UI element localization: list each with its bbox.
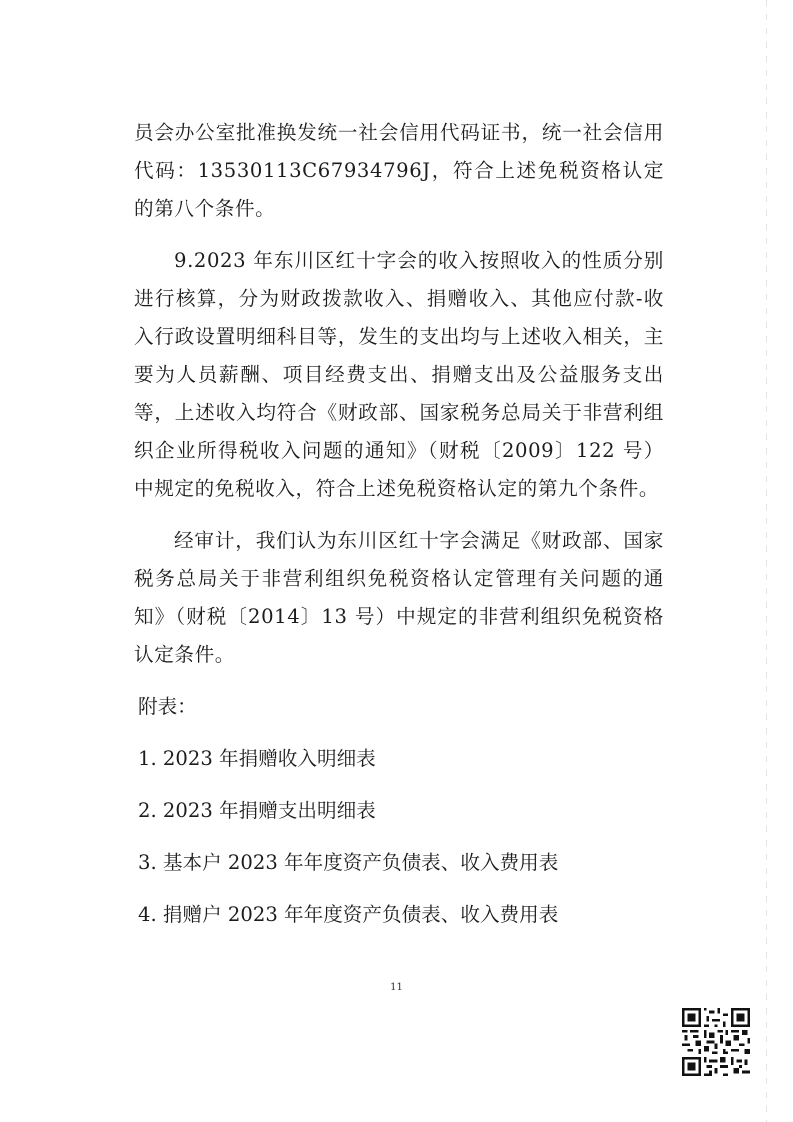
page-number: 11 <box>390 982 403 993</box>
appendix-title: 附表： <box>138 695 197 718</box>
document-body <box>134 114 664 934</box>
appendix-item: 3. 基本户 2023 年年度资产负债表、收入费用表 <box>138 851 559 874</box>
appendix-item: 1. 2023 年捐赠收入明细表 <box>138 747 376 770</box>
appendix-item: 2. 2023 年捐赠支出明细表 <box>138 799 376 822</box>
paragraph-item-9: 9.2023 年东川区红十字会的收入按照收入的性质分别进行核算，分为财政拨款收入、捐赠收入、其他应付款-收入行政设置明细科目等，发生的支出均与上述收入相关，主要为人员薪酬、项目经费支出、捐赠支出及公益服务支出等，上述收入均符合《财政部、国家税务总局关于非营利组织企业所得税收入问题的通知》（财税〔2009〕122 号）中规定的免税收入，符合上述免税资格认定的第九个条件。 <box>134 249 664 500</box>
appendix-item: 4. 捐赠户 2023 年年度资产负债表、收入费用表 <box>138 903 559 926</box>
scan-edge-line <box>766 0 767 1122</box>
paragraph-continuation: 员会办公室批准换发统一社会信用代码证书，统一社会信用代码：13530113C67934796J，符合上述免税资格认定的第八个条件。 <box>134 121 664 220</box>
qr-code-icon <box>682 1008 750 1076</box>
paragraph-conclusion: 经审计，我们认为东川区红十字会满足《财政部、国家税务总局关于非营利组织免税资格认定管理有关问题的通知》（财税〔2014〕13 号）中规定的非营利组织免税资格认定条件。 <box>134 529 664 666</box>
